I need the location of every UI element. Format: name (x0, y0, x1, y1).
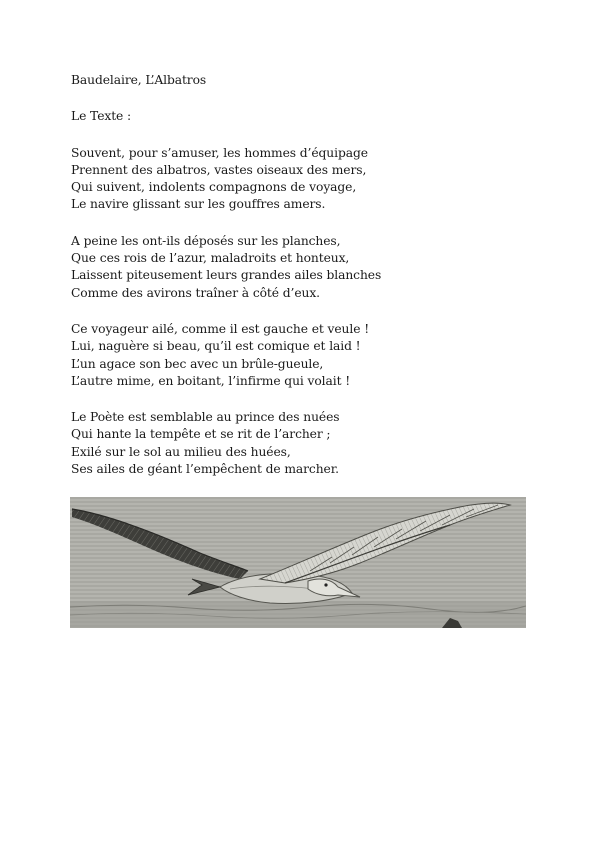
document-subtitle: Le Texte : (71, 109, 132, 124)
document-title: Baudelaire, L’Albatros (71, 73, 207, 87)
verse-line: A peine les ont-ils déposés sur les planches, (71, 233, 341, 248)
verse-line: Le Poète est semblable au prince des nuées (71, 410, 340, 425)
stanza-4 (71, 409, 541, 478)
verse-line: Prennent des albatros, vastes oiseaux des mers, (71, 162, 367, 177)
verse-line: L’autre mime, en boitant, l’infirme qui volait ! (71, 373, 351, 388)
verse-line: Ses ailes de géant l’empêchent de marcher. (71, 462, 339, 477)
stanza-3 (71, 321, 541, 390)
verse-line: Lui, naguère si beau, qu’il est comique et laid ! (71, 339, 361, 354)
verse-line: Que ces rois de l’azur, maladroits et honteux, (71, 251, 350, 266)
verse-line: Le navire glissant sur les gouffres amers. (71, 197, 326, 212)
stanza-2 (71, 233, 541, 302)
stanza-1 (71, 145, 541, 214)
verse-line: Qui hante la tempête et se rit de l’archer ; (71, 427, 331, 442)
verse-line: L’un agace son bec avec un brûle-gueule, (71, 356, 324, 371)
document-page (71, 72, 541, 497)
verse-line: Exilé sur le sol au milieu des huées, (71, 444, 291, 459)
verse-line: Souvent, pour s’amuser, les hommes d’équipage (71, 145, 368, 160)
verse-line: Qui suivent, indolents compagnons de voyage, (71, 180, 357, 195)
albatross-engraving-icon (70, 497, 526, 628)
verse-line: Ce voyageur ailé, comme il est gauche et veule ! (71, 321, 370, 336)
verse-line: Comme des avirons traîner à côté d’eux. (71, 285, 320, 300)
verse-line: Laissent piteusement leurs grandes ailes blanches (71, 268, 382, 283)
